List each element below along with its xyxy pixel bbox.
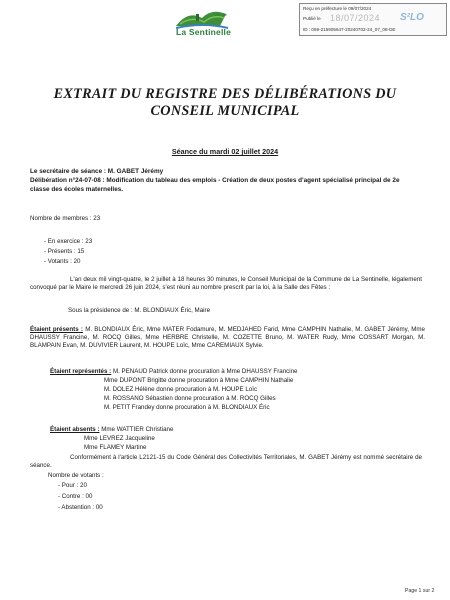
logo-name: La Sentinelle	[176, 27, 232, 37]
absent-item: Mme LEVREZ Jacqueline	[84, 435, 155, 442]
presents-paragraph	[30, 326, 425, 349]
stamp-id: ID : 059-215905647-20240702-24_07_08-DE	[303, 27, 396, 32]
votants-label: Nombre de votants :	[48, 472, 104, 479]
procuration-item: M. ROSSANO Sébastien donne procuration à M. ROCQ Gilles	[104, 395, 276, 402]
member-stats	[44, 238, 92, 268]
procuration-item: M. PETIT Frandey donne procuration à M. BLONDIAUX Éric	[104, 404, 270, 411]
vote-abstention: - Abstention : 00	[58, 504, 103, 511]
seance-date: Séance du mardi 02 juillet 2024	[171, 147, 279, 156]
logo-subtitle: Ville de	[214, 12, 228, 17]
procuration-item: M. DOLEZ Hélène donne procuration à M. HOUPE Loïc	[104, 386, 258, 393]
page-number: Page 1 sur 2	[405, 588, 435, 594]
stat-en-exercice: - En exercice : 23	[44, 238, 93, 245]
vote-contre: - Contre : 00	[58, 493, 93, 500]
absent-item: Mme WATTIER Christiane	[101, 426, 174, 433]
stamp-published-label: Publié le	[303, 16, 321, 21]
absent-item: Mme FLAMEY Martine	[84, 444, 147, 451]
convocation-paragraph: L'an deux mil vingt-quatre, le 2 juillet à 18 heures 30 minutes, le Conseil Municipal de la Commune de La Sentinelle, légalement convoqué par le Maire le mercredi 26 juin 2024, s'est réuni au nombre prescrit par la loi, à la Salle des Fêtes :	[30, 276, 422, 291]
secretaire-paragraph: Conformément à l'article L2121-15 du Code Général des Collectivités Territoriales, M. GABET Jérémy est nommé secrétaire de séance.	[30, 454, 422, 469]
stamp-published-date: 18/07/2024	[330, 13, 381, 23]
procuration-item: Mme DUPONT Brigitte donne procuration à Mme CAMPHIN Nathalie	[104, 377, 294, 384]
representes-block	[50, 368, 430, 413]
presents-names: M. BLONDIAUX Éric, Mme MATER Fodamure, M. MEDJAHED Farid, Mme CAMPHIN Nathalie, M. GABET Jérémy, Mme DHAUSSY Francine, M. ROCQ Gilles, Mme HERBRE Christelle, M. COZETTE Bruno, M. WATER Rudy, Mme COSSART Morgan, M. BLAMPAIN Evan, M. DUVIVIER Laurent, M. HOUPE Loïc, Mme CAREMIAUX Sylvie.	[30, 326, 425, 349]
vote-results	[58, 482, 103, 515]
deliberation-subject: Délibération n°24-07-08 : Modification du tableau des emplois - Création de deux postes d'agent spécialisé principal de 2e classe des écoles maternelles.	[30, 177, 400, 193]
absents-label: Étaient absents :	[50, 426, 100, 433]
stamp-received: Reçu en préfecture le 09/07/2024	[303, 6, 372, 11]
vote-pour: - Pour : 20	[58, 482, 87, 489]
presents-label: Étaient présents :	[30, 326, 83, 333]
document-title: EXTRAIT DU REGISTRE DES DÉLIBÉRATIONS DU CONSEIL MUNICIPAL	[53, 86, 397, 119]
presidence-line: Sous la présidence de : M. BLONDIAUX Éric, Maire	[68, 307, 211, 314]
absents-block	[50, 426, 430, 453]
member-count: Nombre de membres : 23	[30, 215, 101, 222]
prefecture-stamp	[299, 3, 447, 36]
stat-votants: - Votants : 20	[44, 258, 81, 265]
stamp-brand: S²LO	[400, 12, 424, 23]
secretaire-line: Le secrétaire de séance : M. GABET Jérémy	[30, 168, 164, 175]
procuration-item: M. PENAUD Patrick donne procuration à Mme DHAUSSY Francine	[112, 368, 298, 375]
representes-label: Étaient représentés :	[50, 368, 112, 375]
stat-presents: - Présents : 15	[44, 248, 85, 255]
